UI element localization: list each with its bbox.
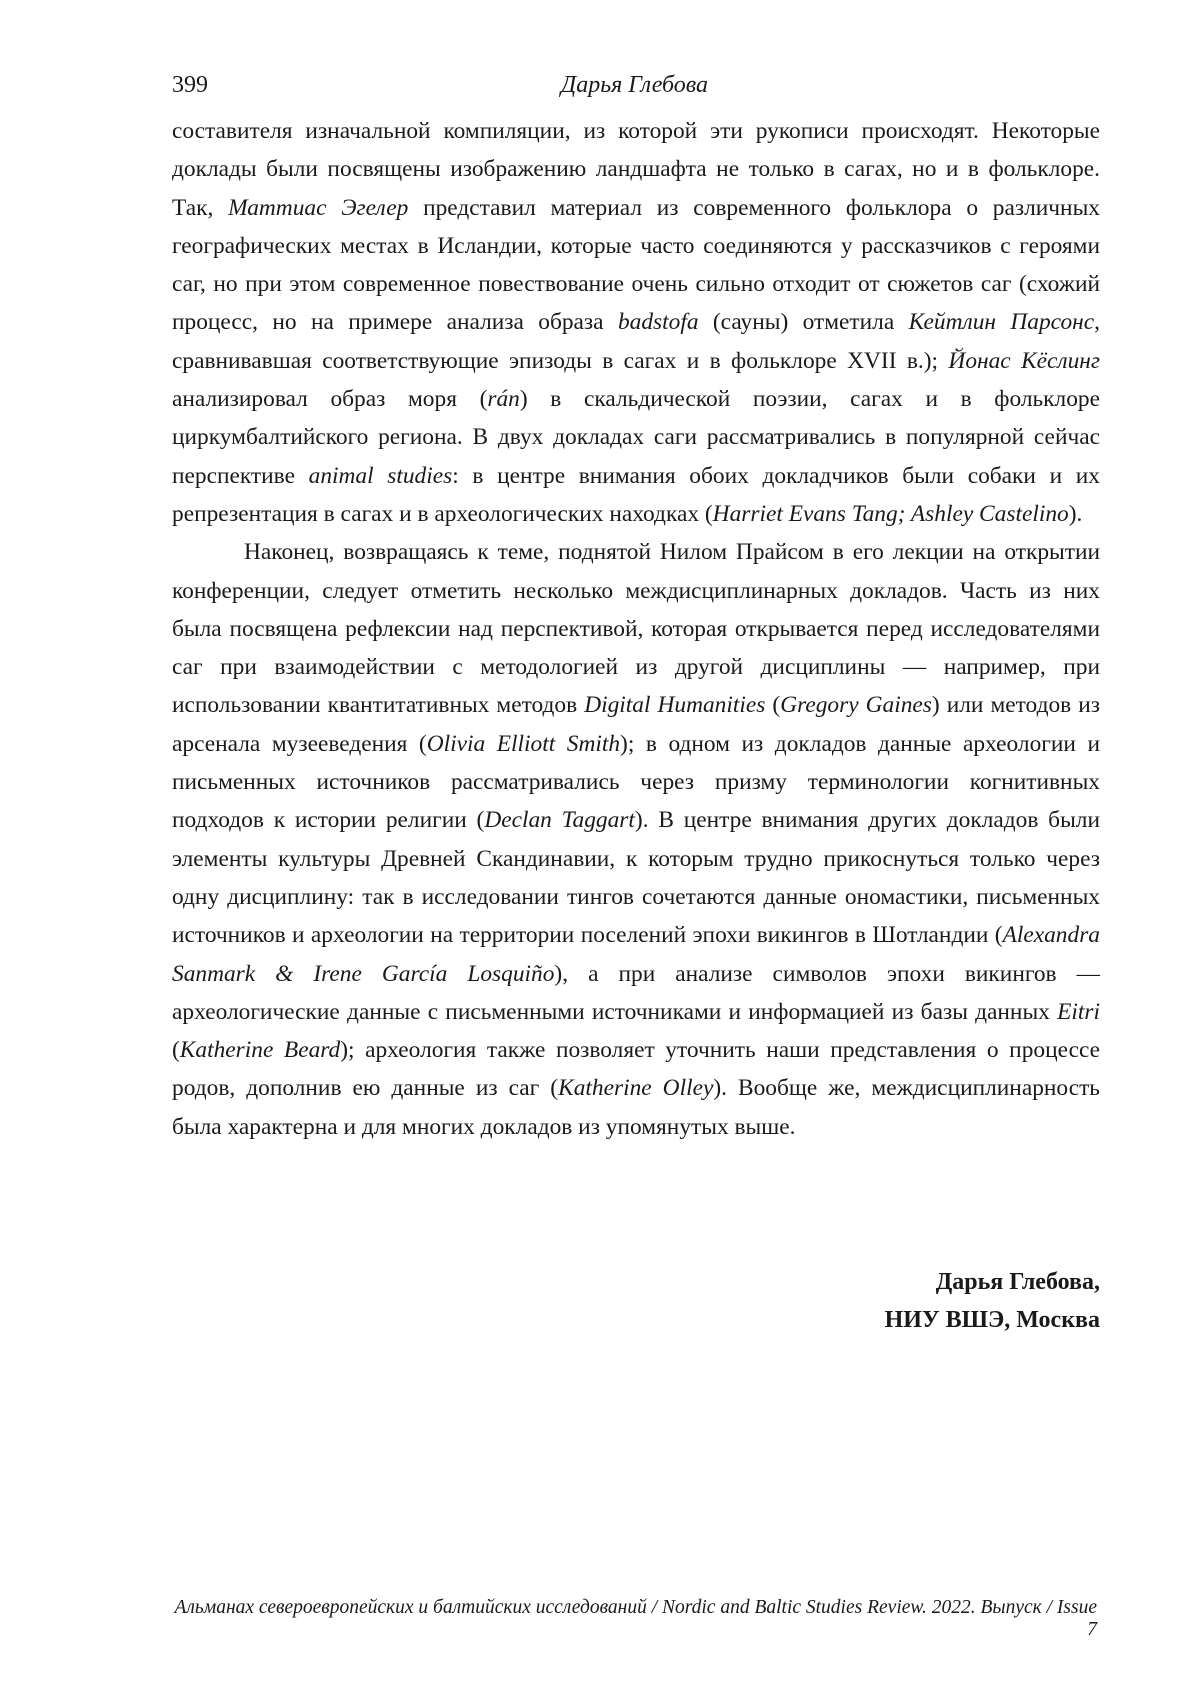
running-title: Дарья Глебова <box>560 72 709 98</box>
paragraph-text: представил материал из современного фольклора о различных географических местах в Исландии, которые часто соединяются у рассказчиков с героями саг, но при этом современное повествование очень сильно отходит от сюжетов саг (схожий процесс, но на примере анализа образа <box>172 194 1100 336</box>
italic-text: Кейтлин Парсонс <box>908 309 1095 336</box>
paragraph-text: анализировал образ моря ( <box>172 386 488 413</box>
paragraph-text: ), а при анализе символов эпохи викингов — археологические данные с письменными источниками и информацией из базы данных <box>172 960 1100 1025</box>
paragraph-text: ( <box>765 692 781 719</box>
italic-text: Eitri <box>1057 998 1100 1025</box>
italic-text: Маттиас Эгелер <box>228 194 409 221</box>
paragraph-text: ) в скальдической поэзии, сагах и в фольклоре циркумбалтийского региона. В двух докладах саги рассматривались в популярной сейчас перспективе <box>172 386 1100 489</box>
paragraph-text: : в центре внимания обоих докладчиков были собаки и их репрезентация в сагах и в археологических находках ( <box>172 462 1100 527</box>
paragraph-text: , сравнивавшая соответствующие эпизоды в сагах и в фольклоре XVII в.); <box>172 309 1101 374</box>
body-paragraph <box>172 112 1100 533</box>
italic-text: Gregory Gaines <box>780 692 932 719</box>
journal-footer: Альманах североевропейских и балтийских исследований / Nordic and Baltic Studies Review. 2022. Выпуск / Issue 7 <box>174 1597 1097 1640</box>
page-header <box>172 72 1097 104</box>
signature-affiliation: НИУ ВШЭ, Москва <box>884 1307 1100 1333</box>
italic-text: Digital Humanities <box>584 692 766 719</box>
paragraph-text: Наконец, возвращаясь к теме, поднятой Нилом Прайсом в его лекции на открытии конференции, следует отметить несколько междисциплинарных докладов. Часть из них была посвящена рефлексии над перспективой, которая открывается перед исследователями саг при взаимодействии с методологией из другой дисциплины — например, при использовании квантитативных методов <box>172 539 1100 719</box>
paragraph-text: ); археология также позволяет уточнить наши представления о процессе родов, дополнив ею данные из саг ( <box>172 1037 1100 1102</box>
paragraph-text: составителя изначальной компиляции, из которой эти рукописи происходят. Некоторые доклады были посвящены изображению ландшафта не только в сагах, но и в фольклоре. Так, <box>172 118 1100 221</box>
paragraph-text: ( <box>172 1037 180 1064</box>
paragraph-text: ). В центре внимания других докладов были элементы культуры Древней Скандинавии, к которым трудно прикоснуться только через одну дисциплину: так в исследовании тингов сочетаются данные ономастики, письменных источников и археологии на территории поселений эпохи викингов в Шотландии ( <box>172 807 1100 949</box>
italic-text: badstofa <box>617 309 699 336</box>
italic-text: Declan Taggart <box>484 807 635 834</box>
italic-text: animal studies <box>308 462 453 489</box>
italic-text: Йонас Кёслинг <box>948 347 1100 374</box>
article-body <box>172 112 1100 1146</box>
page-number: 399 <box>172 72 208 98</box>
paragraph-text: ). <box>1068 500 1083 527</box>
italic-text: Katherine Beard <box>179 1037 341 1064</box>
italic-text: rán <box>487 386 520 413</box>
paragraph-text: ); в одном из докладов данные археологии и письменных источников рассматривались через призму терминологии когнитивных подходов к истории религии ( <box>172 730 1100 834</box>
body-paragraph <box>172 533 1100 1146</box>
signature-block <box>885 1263 1100 1339</box>
italic-text: Katherine Olley <box>558 1075 714 1102</box>
signature-author: Дарья Глебова, <box>935 1269 1100 1295</box>
italic-text: Harriet Evans Tang; Ashley Castelino <box>712 500 1069 527</box>
paragraph-text: (сауны) отметила <box>698 309 909 336</box>
paragraph-text: ). Вообще же, междисциплинарность была характерна и для многих докладов из упомянутых выше. <box>172 1075 1100 1140</box>
italic-text: Alexandra Sanmark & Irene García Losquiño <box>172 922 1100 987</box>
italic-text: Olivia Elliott Smith <box>426 730 621 757</box>
paragraph-text: ) или методов из арсенала музееведения ( <box>172 692 1100 757</box>
